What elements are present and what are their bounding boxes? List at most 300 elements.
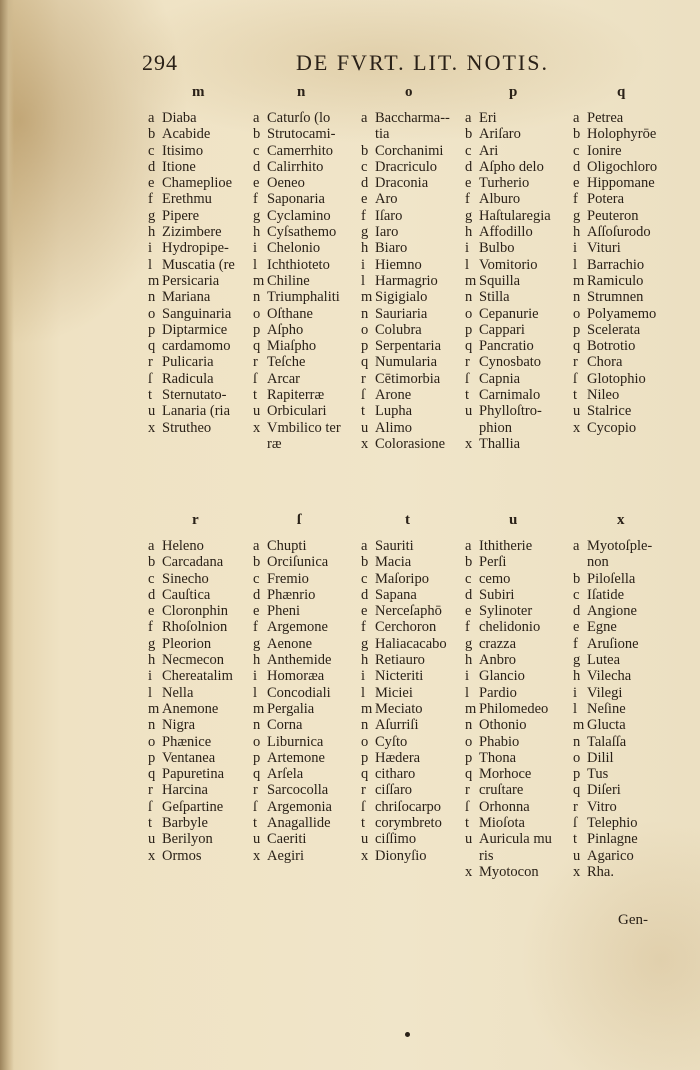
cipher-entry — [361, 403, 479, 419]
entry-key: e — [465, 603, 472, 620]
entry-key: n — [253, 289, 261, 306]
entry-key: r — [573, 798, 578, 815]
cipher-entry — [148, 587, 266, 603]
entry-key: b — [465, 554, 473, 571]
entry-key: c — [465, 570, 472, 587]
cipher-entry — [465, 338, 583, 354]
entry-key: e — [465, 175, 472, 192]
entry-key: t — [253, 387, 258, 404]
entry-key: l — [148, 256, 153, 273]
entry-word: Cloronphin — [162, 603, 229, 620]
cipher-entry — [465, 208, 583, 224]
entry-word: Dilil — [587, 749, 614, 766]
cipher-entry — [465, 191, 583, 207]
entry-key: h — [253, 652, 261, 669]
entry-word: Scelerata — [587, 321, 641, 338]
entry-key: b — [253, 554, 261, 571]
cipher-entry — [148, 371, 266, 387]
entry-word: Ionire — [587, 142, 622, 159]
entry-word: chriſocarpo — [375, 798, 442, 815]
cipher-entry — [573, 766, 691, 782]
entry-key: p — [148, 749, 156, 766]
cipher-entry — [573, 799, 691, 815]
entry-word: Cepanurie — [479, 305, 539, 322]
entry-key: p — [253, 749, 261, 766]
entry-key: l — [361, 684, 366, 701]
entry-word: Oſthane — [267, 305, 313, 322]
cipher-entry — [253, 306, 371, 322]
entry-word: Turherio — [479, 175, 530, 192]
entry-word: Cyſto — [375, 733, 408, 750]
entry-word: Acabide — [162, 126, 211, 143]
cipher-entry — [361, 636, 479, 652]
entry-word: Cappari — [479, 321, 525, 338]
entry-key: g — [253, 207, 261, 224]
entry-key: d — [465, 158, 473, 175]
entry-word: Diaba — [162, 110, 197, 126]
entry-key: o — [253, 305, 261, 322]
entry-word: Thona — [479, 749, 517, 766]
entry-word: Sauriti — [375, 538, 414, 554]
cipher-entry — [253, 587, 371, 603]
entry-word: Bulbo — [479, 240, 515, 257]
entry-key: n — [148, 717, 156, 734]
entry-key: m — [573, 272, 585, 289]
entry-key: o — [253, 733, 261, 750]
cipher-entry — [465, 636, 583, 652]
cipher-entry — [465, 306, 583, 322]
entry-word: Phænrio — [267, 586, 316, 603]
entry-key: u — [573, 403, 581, 420]
entry-word: Strutocami- — [267, 126, 336, 143]
entry-word: Glucta — [587, 717, 626, 734]
entry-word: Othonio — [479, 717, 527, 734]
entry-key: g — [148, 207, 156, 224]
entry-key: a — [253, 538, 260, 554]
entry-word: Anbro — [479, 652, 517, 669]
column-letter: m — [192, 84, 205, 100]
entry-word: Affodillo — [479, 224, 533, 241]
cipher-entry — [465, 257, 583, 273]
entry-word: Vituri — [587, 240, 621, 257]
entry-word: Strumnen — [587, 289, 644, 306]
entry-key: u — [253, 403, 261, 420]
entry-word: Vomitorio — [479, 256, 538, 273]
entry-key: c — [361, 158, 368, 175]
entry-word: Strutheo — [162, 419, 212, 436]
cipher-entry — [465, 848, 583, 864]
cipher-entry — [573, 338, 691, 354]
cipher-entry — [573, 734, 691, 750]
cipher-entry — [573, 685, 691, 701]
entry-key: r — [361, 782, 366, 799]
entry-key: m — [253, 272, 265, 289]
entry-key: r — [573, 354, 578, 371]
entry-key: e — [573, 619, 580, 636]
entry-key: e — [361, 191, 368, 208]
entry-word: Cyclamino — [267, 207, 331, 224]
printer-mark — [405, 1032, 410, 1037]
entry-key: t — [361, 403, 366, 420]
cipher-entry — [361, 273, 479, 289]
entry-key: g — [573, 207, 581, 224]
entry-key: i — [361, 668, 366, 685]
entry-word: Anemone — [162, 700, 219, 717]
cipher-entry — [148, 273, 266, 289]
entry-key: i — [148, 668, 153, 685]
entry-word: Oligochloro — [587, 158, 658, 175]
entry-word: Ramiculo — [587, 272, 644, 289]
entry-key: p — [253, 321, 261, 338]
cipher-entry — [148, 322, 266, 338]
cipher-entry — [148, 571, 266, 587]
cipher-entry — [361, 257, 479, 273]
cipher-entry — [361, 387, 479, 403]
entry-key: m — [148, 700, 160, 717]
cipher-entry — [573, 420, 691, 436]
entry-key: h — [573, 668, 581, 685]
cipher-entry — [573, 554, 691, 570]
cipher-entry — [465, 799, 583, 815]
entry-word: Potera — [587, 191, 625, 208]
cipher-entry — [253, 191, 371, 207]
cipher-entry — [148, 338, 266, 354]
cipher-entry — [253, 273, 371, 289]
cipher-entry — [573, 831, 691, 847]
cipher-entry — [465, 420, 583, 436]
cipher-entry — [148, 619, 266, 635]
entry-word: Miciei — [375, 684, 413, 701]
entry-key: u — [148, 831, 156, 848]
cipher-entry — [573, 571, 691, 587]
cipher-entry — [573, 538, 691, 554]
cipher-entry — [361, 436, 479, 452]
entry-word: Pheni — [267, 603, 301, 620]
entry-key: ſ — [253, 370, 258, 387]
cipher-entry — [573, 619, 691, 635]
entry-word: Hydropipe- — [162, 240, 229, 257]
entry-key: t — [148, 815, 153, 832]
entry-word: Vilegi — [587, 684, 623, 701]
entry-key: ſ — [148, 798, 153, 815]
cipher-entry — [361, 782, 479, 798]
entry-key: p — [361, 338, 369, 355]
entry-word: Dracriculo — [375, 158, 437, 175]
entry-key: b — [253, 126, 261, 143]
cipher-entry — [253, 685, 371, 701]
entry-word: Ichthioteto — [267, 256, 330, 273]
cipher-entry — [465, 717, 583, 733]
entry-word: Cētimorbia — [375, 370, 441, 387]
cipher-entry — [573, 191, 691, 207]
entry-key: u — [148, 403, 156, 420]
entry-word: ræ — [267, 435, 282, 452]
entry-key: p — [148, 321, 156, 338]
entry-word: Arſela — [267, 766, 304, 783]
entry-word: Vilecha — [587, 668, 632, 685]
cipher-entry — [465, 554, 583, 570]
cipher-entry — [361, 289, 479, 305]
cipher-column-6 — [148, 512, 266, 864]
entry-key: o — [361, 321, 369, 338]
cipher-entry — [148, 420, 266, 436]
entry-word: Argemone — [267, 619, 328, 636]
cipher-entry — [573, 668, 691, 684]
entry-word: Haliacacabo — [375, 635, 447, 652]
entry-key: i — [253, 240, 258, 257]
cipher-entry — [361, 668, 479, 684]
entry-word: Numularia — [375, 354, 438, 371]
entry-word: Aſpho — [267, 321, 304, 338]
entry-key: a — [573, 538, 580, 554]
cipher-entry — [253, 766, 371, 782]
entry-word: Oeneo — [267, 175, 305, 192]
cipher-entry — [465, 273, 583, 289]
entry-key: o — [148, 733, 156, 750]
entry-word: Glancio — [479, 668, 525, 685]
entry-word: Sylinoter — [479, 603, 533, 620]
entry-word: Fremio — [267, 570, 309, 587]
entry-word: crazza — [479, 635, 517, 652]
entry-word: Colubra — [375, 321, 422, 338]
entry-word: Miaſpho — [267, 338, 317, 355]
entry-word: Muscatia (re — [162, 256, 235, 273]
cipher-entry — [573, 354, 691, 370]
entry-key: x — [148, 419, 156, 436]
entry-key: t — [361, 815, 366, 832]
entry-word: Barbyle — [162, 815, 208, 832]
entry-key: o — [361, 733, 369, 750]
cipher-entry — [573, 652, 691, 668]
entry-key: h — [253, 224, 261, 241]
cipher-entry — [465, 701, 583, 717]
entry-word: Chora — [587, 354, 623, 371]
cipher-entry — [361, 619, 479, 635]
cipher-entry — [148, 306, 266, 322]
cipher-entry — [361, 815, 479, 831]
entry-word: Serpentaria — [375, 338, 442, 355]
cipher-entry — [361, 799, 479, 815]
entry-word: corymbreto — [375, 815, 442, 832]
entry-word: Capnia — [479, 370, 521, 387]
entry-word: Angione — [587, 603, 637, 620]
entry-key: n — [361, 305, 369, 322]
entry-word: Vitro — [587, 798, 617, 815]
entry-key: x — [148, 847, 156, 864]
entry-key: q — [465, 766, 473, 783]
entry-key: c — [148, 570, 155, 587]
cipher-entry — [465, 387, 583, 403]
entry-key: h — [361, 652, 369, 669]
entry-key: x — [465, 863, 473, 880]
entry-word: Ariſaro — [479, 126, 521, 143]
catchword: Gen- — [618, 912, 648, 928]
entry-key: a — [148, 110, 155, 126]
entry-word: Botrotio — [587, 338, 636, 355]
entry-word: Pancratio — [479, 338, 534, 355]
entry-key: e — [253, 175, 260, 192]
cipher-entry — [253, 371, 371, 387]
cipher-entry — [465, 685, 583, 701]
cipher-entry — [361, 571, 479, 587]
entry-word: Aenone — [267, 635, 313, 652]
entry-word: Dionyſio — [375, 847, 427, 864]
entry-key: u — [573, 847, 581, 864]
entry-key: p — [361, 749, 369, 766]
entry-key: h — [148, 652, 156, 669]
entry-word: cemo — [479, 570, 511, 587]
entry-key: a — [465, 110, 472, 126]
entry-key: f — [465, 191, 470, 208]
column-letter: ſ — [297, 512, 302, 528]
cipher-column-10 — [573, 512, 691, 880]
entry-key: i — [573, 240, 578, 257]
entry-word: Harcina — [162, 782, 208, 799]
entry-key: o — [573, 749, 581, 766]
entry-key: n — [573, 733, 581, 750]
entry-word: Talaſſa — [587, 733, 627, 750]
cipher-entry — [465, 110, 583, 126]
entry-key: q — [361, 354, 369, 371]
entry-key — [465, 848, 479, 864]
cipher-entry — [361, 717, 479, 733]
entry-word: Zizimbere — [162, 224, 222, 241]
entry-key: a — [148, 538, 155, 554]
entry-word: cardamomo — [162, 338, 231, 355]
cipher-entry — [253, 240, 371, 256]
entry-word: Pardio — [479, 684, 517, 701]
entry-word: Biaro — [375, 240, 408, 257]
cipher-entry — [253, 734, 371, 750]
entry-key: ſ — [361, 387, 366, 404]
entry-key: l — [361, 272, 366, 289]
entry-key: a — [253, 110, 260, 126]
entry-key: p — [465, 749, 473, 766]
cipher-entry — [465, 126, 583, 142]
cipher-entry — [253, 436, 371, 452]
cipher-entry — [148, 208, 266, 224]
entry-word: Caeriti — [267, 831, 307, 848]
entry-word: Artemone — [267, 749, 325, 766]
entry-key: b — [361, 554, 369, 571]
entry-word: Itione — [162, 158, 196, 175]
entry-word: Ari — [479, 142, 499, 159]
cipher-entry — [148, 126, 266, 142]
entry-key: m — [148, 272, 160, 289]
cipher-entry — [573, 159, 691, 175]
entry-key: l — [573, 256, 578, 273]
cipher-entry — [465, 587, 583, 603]
cipher-entry — [361, 701, 479, 717]
cipher-entry — [573, 126, 691, 142]
cipher-entry — [573, 306, 691, 322]
entry-key: t — [253, 815, 258, 832]
entry-key: u — [361, 831, 369, 848]
entry-word: Haſtularegia — [479, 207, 551, 224]
cipher-entry — [253, 110, 371, 126]
cipher-entry — [573, 273, 691, 289]
entry-key: l — [253, 684, 258, 701]
entry-word: Rha. — [587, 863, 614, 880]
entry-key: e — [573, 175, 580, 192]
cipher-entry — [253, 403, 371, 419]
entry-key: o — [573, 305, 581, 322]
cipher-entry — [361, 175, 479, 191]
cipher-entry — [148, 848, 266, 864]
entry-word: phion — [479, 419, 513, 436]
cipher-entry — [573, 208, 691, 224]
entry-key: q — [253, 338, 261, 355]
entry-word: Sigigialo — [375, 289, 428, 306]
entry-word: Aro — [375, 191, 398, 208]
entry-word: Chelonio — [267, 240, 321, 257]
entry-key — [253, 436, 267, 452]
cipher-entry — [465, 652, 583, 668]
entry-key: q — [253, 766, 261, 783]
cipher-entry — [361, 750, 479, 766]
cipher-entry — [465, 571, 583, 587]
entry-key: c — [361, 570, 368, 587]
entry-key: c — [465, 142, 472, 159]
entry-word: Chiline — [267, 272, 310, 289]
entry-key: m — [573, 717, 585, 734]
cipher-entry — [361, 224, 479, 240]
entry-word: Myotocon — [479, 863, 539, 880]
entry-word: Diſeri — [587, 782, 621, 799]
cipher-entry — [148, 387, 266, 403]
entry-word: Lutea — [587, 652, 621, 669]
cipher-entry — [253, 175, 371, 191]
cipher-column-5 — [573, 84, 691, 436]
cipher-column-3 — [361, 84, 479, 452]
entry-key: b — [573, 126, 581, 143]
entry-key: h — [361, 240, 369, 257]
cipher-entry — [253, 799, 371, 815]
entry-word: Eri — [479, 110, 497, 126]
entry-key: g — [465, 635, 473, 652]
cipher-entry — [361, 354, 479, 370]
cipher-entry — [148, 766, 266, 782]
entry-key: i — [573, 684, 578, 701]
cipher-entry — [148, 652, 266, 668]
cipher-entry — [573, 636, 691, 652]
entry-word: Vmbilico ter — [267, 419, 341, 436]
cipher-entry — [465, 831, 583, 847]
entry-key: r — [253, 354, 258, 371]
entry-word: Squilla — [479, 272, 521, 289]
cipher-entry — [465, 619, 583, 635]
entry-word: Concodiali — [267, 684, 331, 701]
cipher-entry — [465, 668, 583, 684]
entry-word: Cyſsathemo — [267, 224, 337, 241]
entry-word: Carnimalo — [479, 387, 541, 404]
cipher-entry — [573, 224, 691, 240]
cipher-entry — [465, 864, 583, 880]
entry-key — [573, 554, 587, 570]
entry-word: Hædera — [375, 749, 421, 766]
entry-key: m — [361, 289, 373, 306]
cipher-entry — [253, 750, 371, 766]
cipher-entry — [148, 224, 266, 240]
entry-key: c — [573, 142, 580, 159]
entry-key: g — [148, 635, 156, 652]
entry-key: u — [465, 831, 473, 848]
cipher-entry — [465, 766, 583, 782]
entry-word: Necmecon — [162, 652, 224, 669]
cipher-entry — [573, 701, 691, 717]
entry-key: x — [253, 847, 261, 864]
entry-word: Pergalia — [267, 700, 315, 717]
